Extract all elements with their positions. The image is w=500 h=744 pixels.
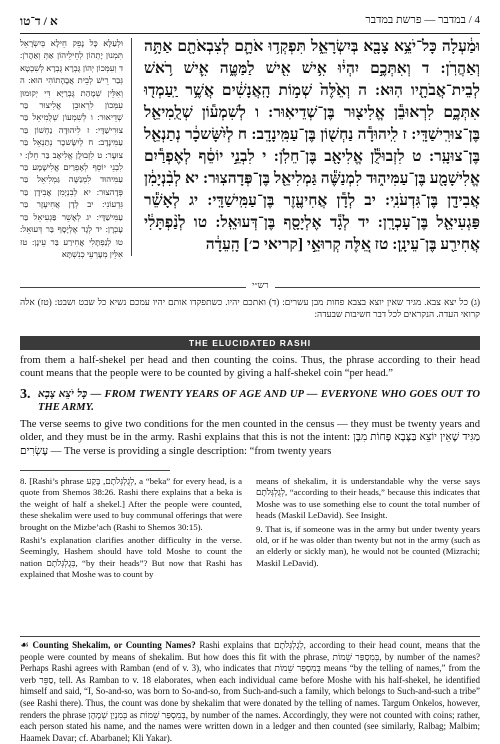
rashi-divider	[20, 282, 480, 292]
item-number: 3.	[20, 387, 31, 402]
footnote-8: 8. [Rashi’s phrase לְגֻלְגְּלֹתָם, בֶּקַע, a “beka” for every head, is a quote from Shemos 38:26. Rashi there explains that a beka is the weight of half a shekel.] After the people were counted, these shekalim were used to buy communal offerings that were brought on the Mizbe’ach (Rashi to Shemos 30:15).	[20, 476, 242, 532]
elucidated-rashi-band: THE ELUCIDATED RASHI	[20, 336, 480, 350]
page-header	[20, 14, 480, 32]
footnotes-left-column	[20, 476, 242, 626]
header-rule	[20, 33, 480, 34]
elucidation-paragraph-1: from them a half-shekel per head and then counting the coins. Thus, the phrase according to their head count means that the people were to be counted by giving a half-shekel coin “per head.”	[20, 355, 480, 380]
footnote-8-continued: Rashi’s explanation clarifies another difficulty in the verse. Seemingly, Hashem should have told Moshe to count the nation בְּגֻלְגְּלֹתָם, “by their heads”? But now that Rashi has explained that Moshe was to count by	[20, 535, 242, 580]
footnote-8-end: means of shekalim, it is understandable why the verse says לְגֻלְגְּלֹתָם, “according to their heads,” because this indicates that Moshe was to use something else to count the total number of heads (Maskil LeDavid). See Insight.	[256, 476, 480, 521]
elucidation-paragraph-2: The verse seems to give two conditions for the men counted in the census — they must be twenty years and older, and they must be in the army. Rashi explains that this is not the intent: מַגִּיד שֶׁאֵין יוֹצֵא בַּצָּבָא פָּחוֹת מִבֶּן עֶשְׂרִים — The verse is providing a single description: “from twenty years	[20, 419, 480, 457]
insight-rule	[20, 636, 480, 637]
running-title: 4 / במדבר — פרשת במדבר	[365, 14, 480, 26]
rashi-divider-label: רש״י	[246, 280, 275, 290]
insight-marker-icon: ☙	[20, 640, 29, 651]
elucidation-item-3	[20, 388, 480, 416]
footnote-9: 9. That is, if someone was in the army but under twenty years old, or if he was older than twenty but not in the army (such as an elderly or sickly man), he would not be counted (Mizrachi; Maskil LeDavid).	[256, 523, 480, 568]
page-reference: א / ד־טו	[20, 14, 58, 28]
targum-column: וּלְעַלָּא כָּל נָפֵק חֵילָא בְּיִשְׂרָאֵל תִּמְנוּן יָתְהוֹן לְחֵילֵיהוֹן אַתְּ וְאַהֲרֹן: ד וְעִמְּכוֹן יְהוֹן גֻּבְרָא גֻּבְרָא לְשִׁבְטָא גְּבַר רֵישׁ לְבֵית אֲבָהָתוֹהִי הוּא: ה וְאִלֵּין שְׁמָהַת גֻּבְרַיָּא דִּי יְקוּמוּן עִמְּכוֹן לִרְאוּבֵן אֱלִיצוּר בַּר שְׁדֵיאוּר: ו לְשִׁמְעוֹן שְׁלֻמִיאֵל בַּר צוּרִישַׁדָּי: ז לִיהוּדָה נַחְשׁוֹן בַּר עַמִּינָדָב: ח לְיִשָּׂשכָר נְתַנְאֵל בַּר צוּעָר: ט לִזְבוּלֻן אֱלִיאָב בַּר חֵלֹן: י לִבְנֵי יוֹסֵף לְאֶפְרַיִם אֱלִישָׁמָע בַּר עַמִּיהוּד לִמְנַשֶּׁה גַּמְלִיאֵל בַּר פְּדָהצוּר: יא לְבִנְיָמִן אֲבִידָן בַּר גִּדְעוֹנִי: יב לְדָן אֲחִיעֶזֶר בַּר עַמִּישַׁדָּי: יג לְאָשֵׁר פַּגְעִיאֵל בַּר עָכְרָן: יד לְגָד אֶלְיָסָף בַּר דְּעוּאֵל: טו לְנַפְתָּלִי אֲחִירַע בַּר עֵינָן: טז אִלֵּין מְעָרְעֵי כְנִשְׁתָּא	[20, 38, 132, 256]
insight-sidebar	[20, 640, 480, 743]
item-heading: כָּל יֹצֵא צָבָא — FROM TWENTY YEARS OF AGE AND UP — EVERYONE WHO GOES OUT TO THE ARMY.	[38, 389, 480, 414]
torah-verse-text: וּמַ֔עְלָה כָּל־יֹצֵ֥א צָבָ֖א בְּיִשְׂרָאֵ֑ל תִּפְקְד֥וּ אֹתָ֛ם לְצִבְאֹתָ֖ם אַתָּ֥ה וְאַהֲרֹֽן: ד וְאִתְּכֶ֣ם יִהְי֔וּ אִ֥ישׁ אִ֖ישׁ לַמַּטֶּ֑ה אִ֛ישׁ רֹ֥אשׁ לְבֵית־אֲבֹתָ֖יו הֽוּא: ה וְאֵ֙לֶּה֙ שְׁמ֣וֹת הָֽאֲנָשִׁ֔ים אֲשֶׁ֥ר יַֽעַמְד֖וּ אִתְּכֶ֑ם לִרְאוּבֵ֕ן אֱלִיצ֖וּר בֶּן־שְׁדֵיאֽוּר: ו לְשִׁמְע֕וֹן שְׁלֻֽמִיאֵ֖ל בֶּן־צוּרִֽישַׁדָּֽי: ז לִֽיהוּדָ֕ה נַחְשׁ֖וֹן בֶּן־עַמִּֽינָדָֽב: ח לְיִ֨שָּׂשכָ֔ר נְתַנְאֵ֖ל בֶּן־צוּעָֽר: ט לִזְבוּלֻ֕ן אֱלִיאָ֖ב בֶּן־חֵלֹֽן: י לִבְנֵ֣י יוֹסֵ֔ף לְאֶפְרַ֕יִם אֱלִישָׁמָ֖ע בֶּן־עַמִּיה֑וּד לִמְנַשֶּׁ֕ה גַּמְלִיאֵ֖ל בֶּן־פְּדָהצֽוּר: יא לְבִ֨נְיָמִ֔ן אֲבִידָ֖ן בֶּן־גִּדְעֹנִֽי: יב לְדָ֕ן אֲחִיעֶ֖זֶר בֶּן־עַמִּֽישַׁדָּֽי: יג לְאָשֵׁ֕ר פַּגְעִיאֵ֖ל בֶּן־עָכְרָֽן: יד לְגָ֕ד אֶלְיָסָ֖ף בֶּן־דְּעוּאֵֽל: טו לְנַ֨פְתָּלִ֔י אֲחִירַ֖ע בֶּן־עֵינָֽן: טז אֵ֚לֶּה קְרוּאֵ֣י [קריאי כ׳] הָֽעֵדָ֔ה	[144, 38, 480, 253]
insight-text: Rashi explains that לְגֻלְגְּלֹתָם, according to their head count, means that the people were counted by means of shekalim. But how does this fit with the phrase, בְּמִסְפַּר שֵׁמוֹת, by number of the names? Perhaps Rashi agrees with Ramban (end of v. 3), who indicates that בְּמִסְפַּר שֵׁמוֹת means “by the telling of names,” from the verb סַפֵּר, tell. As Ramban to v. 18 elaborates, when each individual came before Moshe with his half-shekel, he identified himself and said, “I, So-and-so, was born to So-and-so, from Such-and-such a family, which belongs to Such-and-such a tribe” (see Rashi there). Thus, the count was done by shekalim that were donated by the telling of names. Targum Onkelos, however, renders the phrase בְּמִנְיַן שְׁמָהָן as בְּמִסְפַּר שֵׁמוֹת, by number of the names. Accordingly, they were not counted with coins; rather, each person stated his name, and the names were written down in a ledger and then counted (see similarly, Ralbag; Malbim; Haamek Davar; cf. Abarbanel; Kli Yakar).	[20, 640, 480, 743]
insight-title: Counting Shekalim, or Counting Names?	[32, 640, 196, 650]
footnote-rule	[20, 470, 170, 471]
footnotes-right-column	[256, 476, 480, 626]
rashi-hebrew-text: (ג) כל יצא צבא. מגיד שאין יוצא בצבא פחות מבן עשרים: (ד) ואתכם יהיו. כשתפקדו אותם יהיו עמכם נשיא כל שבט ושבט: (טז) אלה קרואי העדה. הנקראים לכל דבר חשיבות שבעדה:	[20, 297, 480, 319]
